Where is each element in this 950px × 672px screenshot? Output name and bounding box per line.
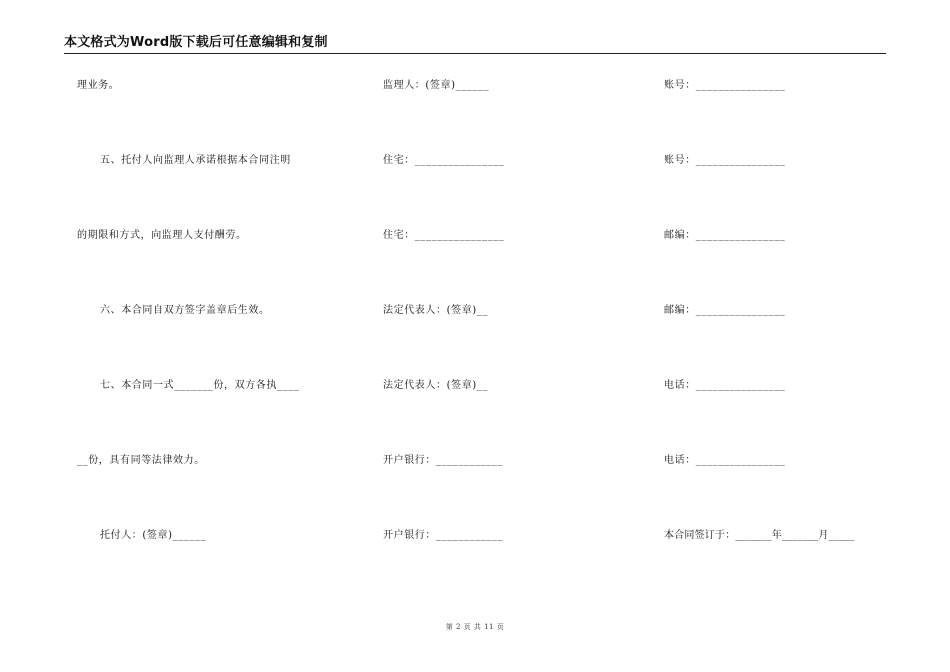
middle-line-2: 住宅：________________ — [383, 155, 505, 166]
right-line-7: 本合同签订于：_______年_______月_____ — [664, 530, 855, 541]
left-line-6: __份，具有同等法律效力。 — [77, 455, 205, 466]
middle-line-6: 开户银行：____________ — [383, 455, 504, 466]
left-line-4: 六、本合同自双方签字盖章后生效。 — [100, 305, 270, 316]
middle-line-4: 法定代表人：(签章)__ — [383, 305, 489, 316]
middle-line-5: 法定代表人：(签章)__ — [383, 380, 489, 391]
left-line-7: 托付人：(签章)______ — [100, 530, 207, 541]
middle-line-3: 住宅：________________ — [383, 230, 505, 241]
right-line-4: 邮编：________________ — [664, 305, 786, 316]
left-line-2: 五、托付人向监理人承诺根据本合同注明 — [100, 155, 291, 166]
left-line-5: 七、本合同一式_______份，双方各执____ — [100, 380, 300, 391]
right-line-1: 账号：________________ — [664, 80, 786, 91]
right-line-5: 电话：________________ — [664, 380, 786, 391]
header-title: 本文格式为Word版下载后可任意编辑和复制 — [64, 35, 328, 50]
page-header — [64, 34, 886, 54]
middle-line-1: 监理人：(签章)______ — [383, 80, 490, 91]
left-line-3: 的期限和方式，向监理人支付酬劳。 — [77, 230, 247, 241]
right-line-2: 账号：________________ — [664, 155, 786, 166]
right-line-6: 电话：________________ — [664, 455, 786, 466]
page-footer: 第 2 页 共 11 页 — [445, 623, 505, 631]
middle-line-7: 开户银行：____________ — [383, 530, 504, 541]
right-line-3: 邮编：________________ — [664, 230, 786, 241]
left-line-1: 理业务。 — [77, 80, 120, 91]
